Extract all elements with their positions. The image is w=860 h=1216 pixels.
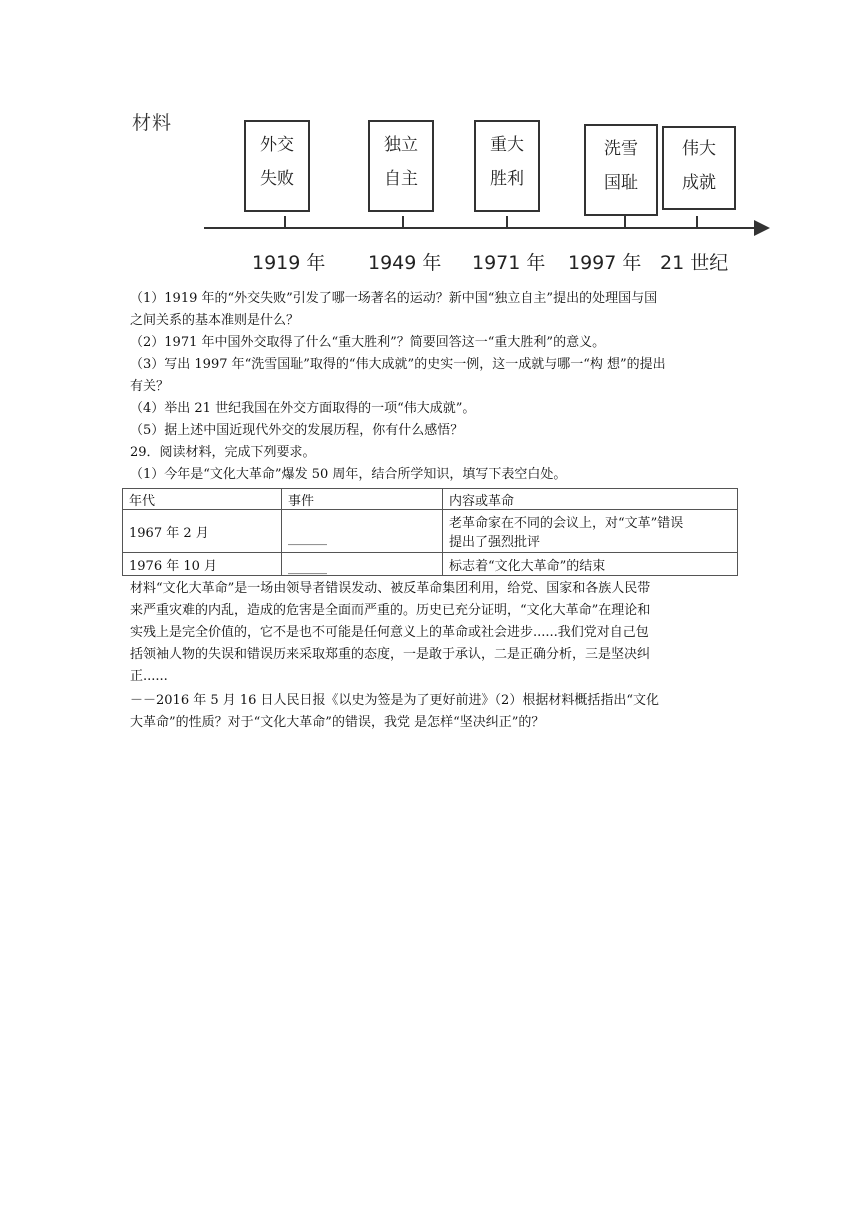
material-line: 实残上是完全价值的，它不是也不可能是任何意义上的革命或社会进步......我们党对自己包 bbox=[130, 625, 649, 640]
material-line: 来严重灾难的内乱，造成的危害是全面而严重的。历史已充分证明，“文化大革命”在理论和 bbox=[130, 603, 651, 618]
box-text: 伟大 bbox=[682, 139, 716, 159]
timeline-box-1971 bbox=[474, 120, 540, 212]
box-text: 独立 bbox=[384, 135, 418, 155]
timeline-arrow-icon bbox=[754, 220, 770, 236]
fill-in-table bbox=[122, 488, 738, 576]
table-cell-year: 1976 年 10 月 bbox=[123, 553, 282, 576]
box-text: 胜利 bbox=[490, 169, 524, 189]
question-1-cont: 之间关系的基本准则是什么？ bbox=[130, 313, 300, 328]
box-text: 洗雪 bbox=[604, 139, 638, 159]
question-2: （2）1971 年中国外交取得了什么“重大胜利”？简要回答这一“重大胜利”的意义。 bbox=[130, 335, 606, 350]
timeline-tick bbox=[506, 216, 508, 228]
box-text: 成就 bbox=[682, 173, 716, 193]
table-row bbox=[123, 553, 738, 576]
question-4: （4）举出 21 世纪我国在外交方面取得的一项“伟大成就”。 bbox=[130, 401, 476, 416]
table-cell-content: 标志着“文化大革命”的结束 bbox=[443, 553, 738, 576]
question-29-title: 29．阅读材料，完成下列要求。 bbox=[130, 445, 316, 460]
timeline-tick bbox=[624, 216, 626, 228]
material-line: 正...... bbox=[130, 669, 168, 684]
figure-label: 材料 bbox=[132, 112, 173, 134]
timeline-box-21c bbox=[662, 126, 736, 210]
answer-blank: ______ bbox=[288, 559, 327, 575]
timeline-tick bbox=[284, 216, 286, 228]
material-line: 材料“文化大革命”是一场由领导者错误发动、被反革命集团利用，给党、国家和各族人民带 bbox=[130, 581, 651, 596]
table-header-row bbox=[123, 489, 738, 510]
timeline-box-1919 bbox=[244, 120, 310, 212]
table-cell-event bbox=[282, 510, 443, 553]
question-3: （3）写出 1997 年“洗雪国耻”取得的“伟大成就”的史实一例，这一成就与哪一“构 想”的提出 bbox=[130, 357, 666, 372]
year-label-1971: 1971 年 bbox=[472, 252, 546, 274]
timeline-box-1949 bbox=[368, 120, 434, 212]
table-row bbox=[123, 510, 738, 553]
table-cell-content bbox=[443, 510, 738, 553]
timeline-tick bbox=[696, 216, 698, 228]
box-text: 外交 bbox=[260, 135, 294, 155]
year-label-1997: 1997 年 bbox=[568, 252, 642, 274]
year-label-21c: 21 世纪 bbox=[660, 252, 729, 274]
timeline-tick bbox=[402, 216, 404, 228]
question-1: （1）1919 年的“外交失败”引发了哪一场著名的运动？新中国“独立自主”提出的处理国与国 bbox=[130, 291, 658, 306]
box-text: 自主 bbox=[384, 169, 418, 189]
timeline-axis bbox=[204, 227, 764, 229]
year-label-1949: 1949 年 bbox=[368, 252, 442, 274]
answer-blank: ______ bbox=[288, 530, 327, 546]
question-3-cont: 有关？ bbox=[130, 379, 170, 394]
timeline-figure bbox=[126, 100, 776, 285]
table-header: 事件 bbox=[282, 489, 443, 510]
question-29-sub1: （1）今年是“文化大革命”爆发 50 周年，结合所学知识，填写下表空白处。 bbox=[130, 467, 567, 482]
cell-text: 提出了强烈批评 bbox=[449, 535, 541, 550]
box-text: 国耻 bbox=[604, 173, 638, 193]
timeline-box-1997 bbox=[584, 124, 658, 216]
box-text: 失败 bbox=[260, 169, 294, 189]
table-header: 内容或革命 bbox=[443, 489, 738, 510]
cell-text: 老革命家在不同的会议上，对“文革”错误 bbox=[449, 516, 684, 531]
question-5: （5）据上述中国近现代外交的发展历程，你有什么感悟？ bbox=[130, 423, 464, 438]
material-source-and-question-2: －－2016 年 5 月 16 日人民日报《以史为签是为了更好前进》（2）根据材料概括指出“文化 bbox=[130, 693, 659, 708]
table-cell-year: 1967 年 2 月 bbox=[123, 510, 282, 553]
question-2-cont: 大革命”的性质？对于“文化大革命”的错误，我党 是怎样“坚决纠正”的？ bbox=[130, 715, 545, 730]
year-label-1919: 1919 年 bbox=[252, 252, 326, 274]
material-line: 括领袖人物的失误和错误历来采取郑重的态度，一是敢于承认，二是正确分析，三是坚决纠 bbox=[130, 647, 651, 662]
box-text: 重大 bbox=[490, 135, 524, 155]
table-cell-event bbox=[282, 553, 443, 576]
table-header: 年代 bbox=[123, 489, 282, 510]
